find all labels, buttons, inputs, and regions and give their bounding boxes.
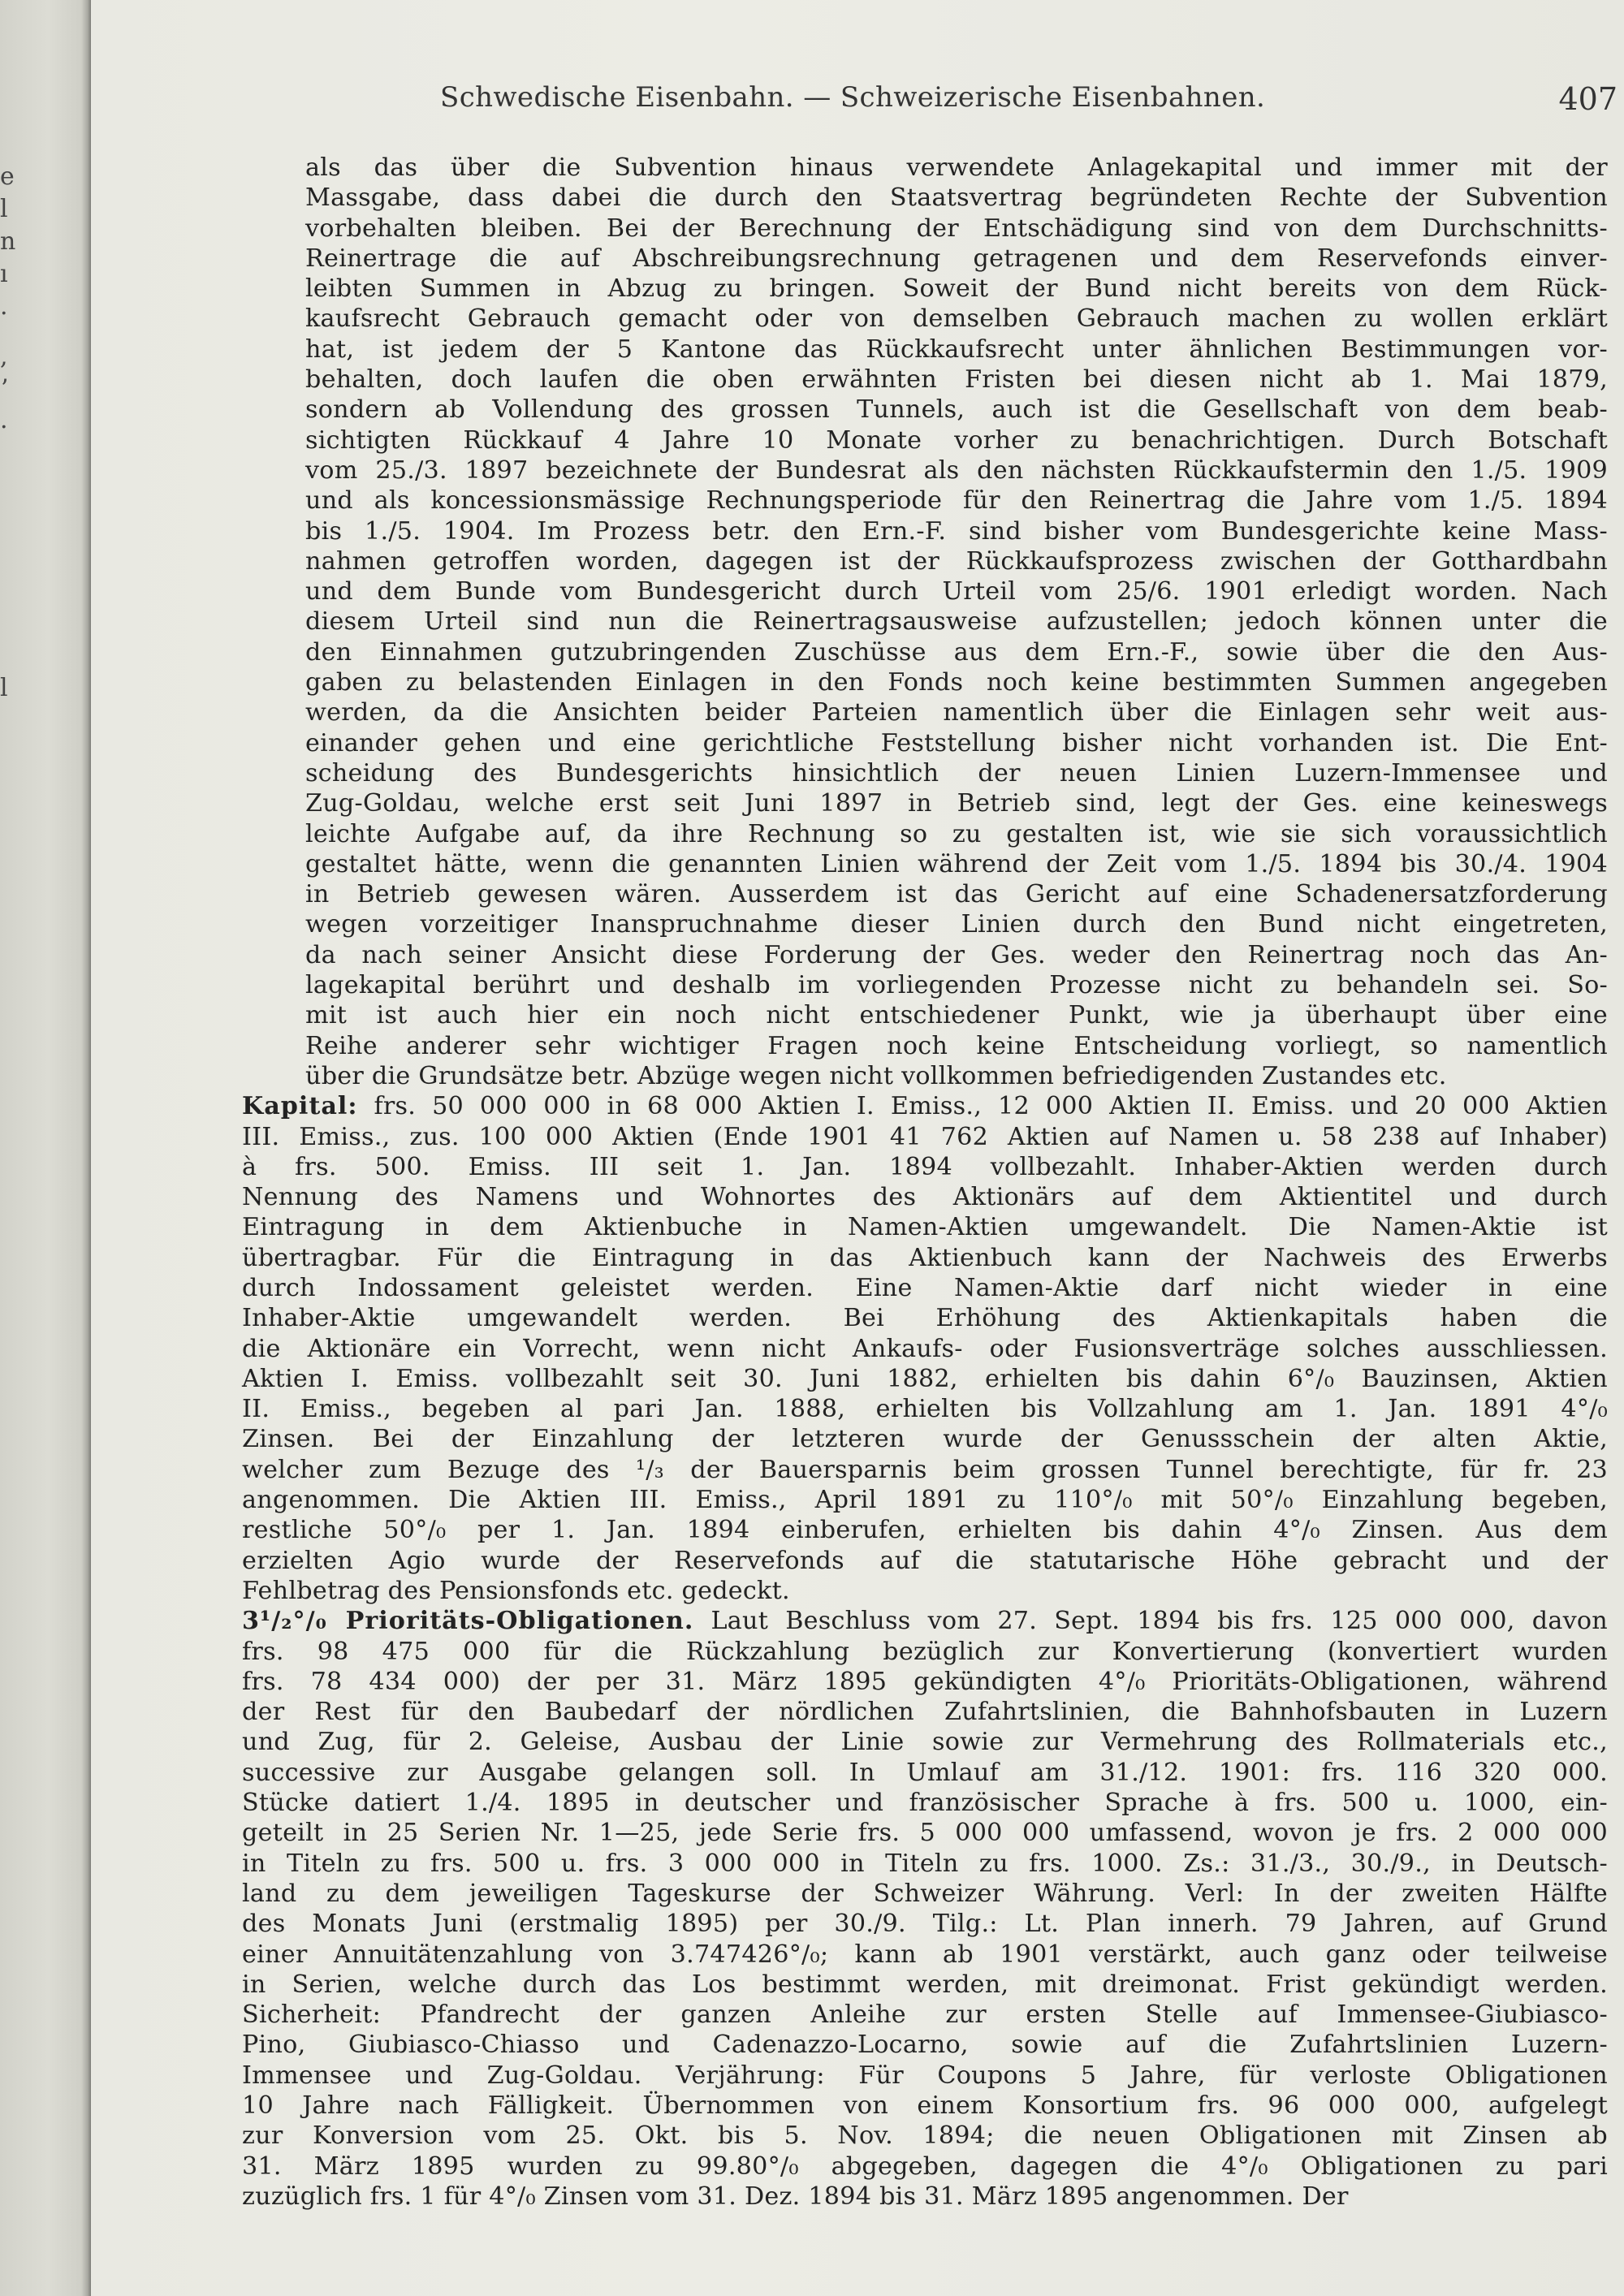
gutter-fragment: l xyxy=(0,195,8,223)
text-line xyxy=(242,1788,1608,1818)
line-text: einander gehen und eine gerichtliche Feststellung bisher nicht vorhanden ist. Die Ent- xyxy=(305,728,1608,757)
text-line xyxy=(305,214,1608,244)
line-text: kaufsrecht Gebrauch gemacht oder von demselben Gebrauch machen zu wollen erklärt xyxy=(305,304,1608,334)
line-text: in Titeln zu frs. 500 u. frs. 3 000 000 in Titeln zu frs. 1000. Zs.: 31./3., 30./9., in Deutsch- xyxy=(242,1849,1608,1878)
line-text: Zinsen. Bei der Einzahlung der letzteren wurde der Genussschein der alten Aktie, xyxy=(242,1425,1608,1454)
text-line xyxy=(242,1091,1608,1121)
line-text: land zu dem jeweiligen Tageskurse der Schweizer Währung. Verl: In der zweiten Hälfte xyxy=(242,1879,1608,1908)
line-text: werden, da die Ansichten beider Parteien namentlich über die Einlagen sehr weit aus- xyxy=(305,698,1608,727)
text-line xyxy=(242,2030,1608,2060)
line-text: diesem Urteil sind nun die Reinertragsausweise aufzustellen; jedoch können unter die xyxy=(305,607,1608,637)
line-text: des Monats Juni (erstmalig 1895) per 30./9. Tilg.: Lt. Plan innerh. 79 Jahren, auf Grund xyxy=(242,1910,1608,1939)
text-line xyxy=(242,1818,1608,1848)
text-line xyxy=(305,304,1608,334)
line-text: nahmen getroffen worden, dagegen ist der Rückkaufsprozess zwischen der Gotthardbahn xyxy=(305,546,1608,576)
line-text: angenommen. Die Aktien III. Emiss., April 1891 zu 110°/₀ mit 50°/₀ Einzahlung begeben, xyxy=(242,1486,1608,1515)
line-text: Inhaber-Aktie umgewandelt werden. Bei Erhöhung des Aktienkapitals haben die xyxy=(242,1304,1608,1333)
line-text: erzielten Agio wurde der Reservefonds auf die statutarische Höhe gebracht und der xyxy=(242,1546,1608,1575)
text-line xyxy=(305,728,1608,758)
line-text: zur Konversion vom 25. Okt. bis 5. Nov. 1894; die neuen Obligationen mit Zinsen ab xyxy=(242,2121,1608,2151)
line-text: 31. März 1895 wurden zu 99.80°/₀ abgegeben, dagegen die 4°/₀ Obligationen zu pari xyxy=(242,2151,1608,2181)
line-text: über die Grundsätze betr. Abzüge wegen nicht vollkommen befriedigenden Zustandes etc. xyxy=(305,1061,1447,1090)
line-text: durch Indossament geleistet werden. Eine Namen-Aktie darf nicht wieder in eine xyxy=(242,1273,1608,1302)
text-line xyxy=(305,606,1608,637)
line-text: bis 1./5. 1904. Im Prozess betr. den Ern.-F. sind bisher vom Bundesgerichte keine Mass- xyxy=(305,516,1608,546)
paragraph xyxy=(242,153,1608,1091)
line-text: restliche 50°/₀ per 1. Jan. 1894 einberufen, erhielten bis dahin 4°/₀ Zinsen. Aus dem xyxy=(242,1516,1608,1545)
line-text: Fehlbetrag des Pensionsfonds etc. gedeckt. xyxy=(242,1576,790,1605)
line-text: scheidung des Bundesgerichts hinsichtlich der neuen Linien Luzern-Immensee und xyxy=(305,758,1608,788)
text-line xyxy=(242,1758,1608,1788)
line-text: frs. 98 475 000 für die Rückzahlung bezüglich zur Konvertierung (konvertiert wurden xyxy=(242,1637,1608,1666)
line-text: und als koncessionsmässige Rechnungsperiode für den Reinertrag die Jahre vom 1./5. 1894 xyxy=(305,486,1608,516)
paragraph xyxy=(242,1091,1608,1606)
line-text: der Rest für den Baubedarf der nördlichen Zufahrtslinien, die Bahnhofsbauten in Luzern xyxy=(242,1698,1608,1727)
gutter-fragment: . xyxy=(0,292,8,321)
text-line xyxy=(242,1455,1608,1485)
text-line xyxy=(242,1849,1608,1879)
line-text: vorbehalten bleiben. Bei der Berechnung der Entschädigung sind von dem Durchschnitts- xyxy=(305,214,1608,243)
text-line xyxy=(305,909,1608,939)
text-line xyxy=(242,1576,1608,1606)
line-text: da nach seiner Ansicht diese Forderung der Ges. weder den Reinertrag noch das An- xyxy=(305,940,1608,969)
line-text: III. Emiss., zus. 100 000 Aktien (Ende 1901 41 762 Aktien auf Namen u. 58 238 auf Inhaber) xyxy=(242,1122,1608,1151)
line-text: mit ist auch hier ein noch nicht entschiedener Punkt, wie ja überhaupt über eine xyxy=(305,1001,1608,1030)
gutter-fragment: ı xyxy=(0,260,8,288)
line-text: Immensee und Zug-Goldau. Verjährung: Für Coupons 5 Jahre, für verloste Obligationen xyxy=(242,2061,1608,2090)
line-text: wegen vorzeitiger Inanspruchnahme dieser Linien durch den Bund nicht eingetreten, xyxy=(305,910,1608,939)
line-text: einer Annuitätenzahlung von 3.747426°/₀; kann ab 1901 verstärkt, auch ganz oder teilweise xyxy=(242,1940,1608,1969)
text-line xyxy=(305,970,1608,1000)
text-line xyxy=(242,1424,1608,1454)
line-text: hat, ist jedem der 5 Kantone das Rückkaufsrecht unter ähnlichen Bestimmungen vor- xyxy=(305,334,1608,364)
line-text: als das über die Subvention hinaus verwendete Anlagekapital und immer mit der xyxy=(305,153,1608,182)
book-gutter xyxy=(0,0,91,2296)
section-lead: 3¹/₂°/₀ Prioritäts-Obligationen. xyxy=(242,1607,694,1636)
gutter-fragment: l xyxy=(0,674,8,702)
text-line xyxy=(242,1637,1608,1667)
text-line xyxy=(242,2121,1608,2151)
line-text: frs. 78 434 000) der per 31. März 1895 gekündigten 4°/₀ Prioritäts-Obligationen, während xyxy=(242,1667,1608,1696)
text-line xyxy=(242,1243,1608,1273)
text-line xyxy=(242,1122,1608,1152)
line-text: in Betrieb gewesen wären. Ausserdem ist das Gericht auf eine Schadenersatzforderung xyxy=(305,880,1608,909)
line-text: übertragbar. Für die Eintragung in das Aktienbuch kann der Nachweis des Erwerbs xyxy=(242,1243,1608,1272)
text-line xyxy=(242,2000,1608,2030)
text-line xyxy=(305,788,1608,818)
text-line xyxy=(305,1061,1608,1091)
text-line xyxy=(242,1727,1608,1757)
text-line xyxy=(242,1303,1608,1333)
line-text: II. Emiss., begeben al pari Jan. 1888, erhielten bis Vollzahlung am 1. Jan. 1891 4°/₀ xyxy=(242,1395,1608,1424)
section-lead: Kapital: xyxy=(242,1092,358,1121)
gutter-fragment: e xyxy=(0,162,15,191)
text-line xyxy=(305,1000,1608,1030)
book-page xyxy=(91,0,1624,2296)
line-text: sichtigten Rückkauf 4 Jahre 10 Monate vorher zu benachrichtigen. Durch Botschaft xyxy=(305,425,1608,455)
line-text: Pino, Giubiasco-Chiasso und Cadenazzo-Locarno, sowie auf die Zufahrtslinien Luzern- xyxy=(242,2031,1608,2060)
page-number: 407 xyxy=(1558,81,1618,117)
line-text: Nennung des Namens und Wohnortes des Aktionärs auf dem Aktientitel und durch xyxy=(242,1183,1608,1212)
text-line xyxy=(305,244,1608,274)
text-line xyxy=(242,1546,1608,1576)
line-text: 10 Jahre nach Fälligkeit. Übernommen von einem Konsortium frs. 96 000 000, aufgelegt xyxy=(242,2091,1608,2120)
line-text: gestaltet hätte, wenn die genannten Linien während der Zeit vom 1./5. 1894 bis 30./4. 1904 xyxy=(305,849,1608,878)
text-line xyxy=(242,1606,1608,1636)
line-text: Zug-Goldau, welche erst seit Juni 1897 in Betrieb sind, legt der Ges. eine keineswegs xyxy=(305,789,1608,818)
text-line xyxy=(242,2151,1608,2182)
text-line xyxy=(305,365,1608,395)
text-line xyxy=(242,1879,1608,1909)
text-line xyxy=(305,637,1608,667)
text-line xyxy=(242,1182,1608,1212)
paragraph xyxy=(242,1606,1608,2212)
line-text: Laut Beschluss vom 27. Sept. 1894 bis frs. 125 000 000, davon xyxy=(710,1607,1608,1636)
text-line xyxy=(305,153,1608,183)
line-text: welcher zum Bezuge des ¹/₃ der Bauersparnis beim grossen Tunnel berechtigte, für fr. 23 xyxy=(242,1455,1608,1484)
text-line xyxy=(242,1394,1608,1424)
line-text: leichte Aufgabe auf, da ihre Rechnung so zu gestalten ist, wie sie sich voraussichtlich xyxy=(305,819,1608,848)
line-text: Massgabe, dass dabei die durch den Staatsvertrag begründeten Rechte der Subvention xyxy=(305,183,1608,213)
line-text: frs. 50 000 000 in 68 000 Aktien I. Emiss., 12 000 Aktien II. Emiss. und 20 000 Aktien xyxy=(374,1092,1608,1121)
text-line xyxy=(305,1031,1608,1061)
text-line xyxy=(305,455,1608,486)
text-line xyxy=(305,819,1608,849)
text-line xyxy=(305,546,1608,576)
text-line xyxy=(305,425,1608,455)
line-text: den Einnahmen gutzubringenden Zuschüsse aus dem Ern.-F., sowie über die den Aus- xyxy=(305,637,1608,667)
text-line xyxy=(305,334,1608,365)
gutter-fragment: , xyxy=(0,343,8,371)
line-text: Reihe anderer sehr wichtiger Fragen noch keine Entscheidung vorliegt, so namentlich xyxy=(305,1031,1608,1060)
text-line xyxy=(242,1212,1608,1242)
line-text: Eintragung in dem Aktienbuche in Namen-Aktien umgewandelt. Die Namen-Aktie ist xyxy=(242,1213,1608,1242)
line-text: Aktien I. Emiss. vollbezahlt seit 30. Juni 1882, erhielten bis dahin 6°/₀ Bauzinsen, Aktien xyxy=(242,1364,1608,1393)
line-text: die Aktionäre ein Vorrecht, wenn nicht Ankaufs- oder Fusionsverträge solches ausschliessen. xyxy=(242,1334,1608,1363)
gutter-fragment: n xyxy=(0,227,16,256)
line-text: zuzüglich frs. 1 für 4°/₀ Zinsen vom 31. Dez. 1894 bis 31. März 1895 angenommen. Der xyxy=(242,2182,1349,2211)
text-line xyxy=(242,1485,1608,1515)
line-text: und Zug, für 2. Geleise, Ausbau der Linie sowie zur Vermehrung des Rollmaterials etc., xyxy=(242,1728,1608,1757)
line-text: successive zur Ausgabe gelangen soll. In Umlauf am 31./12. 1901: frs. 116 320 000. xyxy=(242,1758,1608,1787)
line-text: Reinertrage die auf Abschreibungsrechnung getragenen und dem Reservefonds einver- xyxy=(305,244,1608,273)
line-text: à frs. 500. Emiss. III seit 1. Jan. 1894 vollbezahlt. Inhaber-Aktien werden durch xyxy=(242,1152,1608,1181)
text-line xyxy=(305,667,1608,697)
text-line xyxy=(305,940,1608,970)
running-title: Schwedische Eisenbahn. — Schweizerische Eisenbahnen. xyxy=(440,81,1266,114)
line-text: und dem Bunde vom Bundesgericht durch Urteil vom 25/6. 1901 erledigt worden. Nach xyxy=(305,577,1608,606)
text-line xyxy=(242,1940,1608,1970)
text-line xyxy=(242,2182,1608,2212)
line-text: gaben zu belastenden Einlagen in den Fonds noch keine bestimmten Summen angegeben xyxy=(305,668,1608,697)
gutter-fragment: ʼ xyxy=(0,375,8,404)
text-line xyxy=(305,879,1608,909)
text-line xyxy=(242,1515,1608,1545)
gutter-fragment: . xyxy=(0,406,8,434)
text-line xyxy=(305,849,1608,879)
text-line xyxy=(242,2061,1608,2091)
text-line xyxy=(305,486,1608,516)
line-text: lagekapital berührt und deshalb im vorliegenden Prozesse nicht zu behandeln sei. So- xyxy=(305,971,1608,1000)
text-line xyxy=(242,1970,1608,2000)
line-text: vom 25./3. 1897 bezeichnete der Bundesrat als den nächsten Rückkaufstermin den 1./5. 1909 xyxy=(305,455,1608,485)
line-text: leibten Summen in Abzug zu bringen. Soweit der Bund nicht bereits von dem Rück- xyxy=(305,274,1608,304)
body-text xyxy=(242,153,1608,2212)
line-text: geteilt in 25 Serien Nr. 1—25, jede Serie frs. 5 000 000 umfassend, wovon je frs. 2 000 000 xyxy=(242,1819,1608,1848)
running-head xyxy=(440,81,1618,122)
line-text: Sicherheit: Pfandrecht der ganzen Anleihe zur ersten Stelle auf Immensee-Giubiasco- xyxy=(242,2000,1608,2030)
text-line xyxy=(305,576,1608,606)
text-line xyxy=(242,2091,1608,2121)
text-line xyxy=(305,183,1608,213)
text-line xyxy=(305,697,1608,727)
text-line xyxy=(305,516,1608,546)
text-line xyxy=(242,1152,1608,1182)
text-line xyxy=(242,1334,1608,1364)
text-line xyxy=(242,1364,1608,1394)
text-line xyxy=(305,758,1608,788)
text-line xyxy=(242,1273,1608,1303)
line-text: sondern ab Vollendung des grossen Tunnels, auch ist die Gesellschaft von dem beab- xyxy=(305,395,1608,425)
line-text: behalten, doch laufen die oben erwähnten Fristen bei diesen nicht ab 1. Mai 1879, xyxy=(305,365,1608,395)
line-text: in Serien, welche durch das Los bestimmt werden, mit dreimonat. Frist gekündigt werden. xyxy=(242,1970,1608,1999)
line-text: Stücke datiert 1./4. 1895 in deutscher und französischer Sprache à frs. 500 u. 1000, ein- xyxy=(242,1789,1608,1818)
text-line xyxy=(305,274,1608,304)
text-line xyxy=(242,1909,1608,1939)
text-line xyxy=(305,395,1608,425)
text-line xyxy=(242,1697,1608,1727)
text-line xyxy=(242,1667,1608,1697)
